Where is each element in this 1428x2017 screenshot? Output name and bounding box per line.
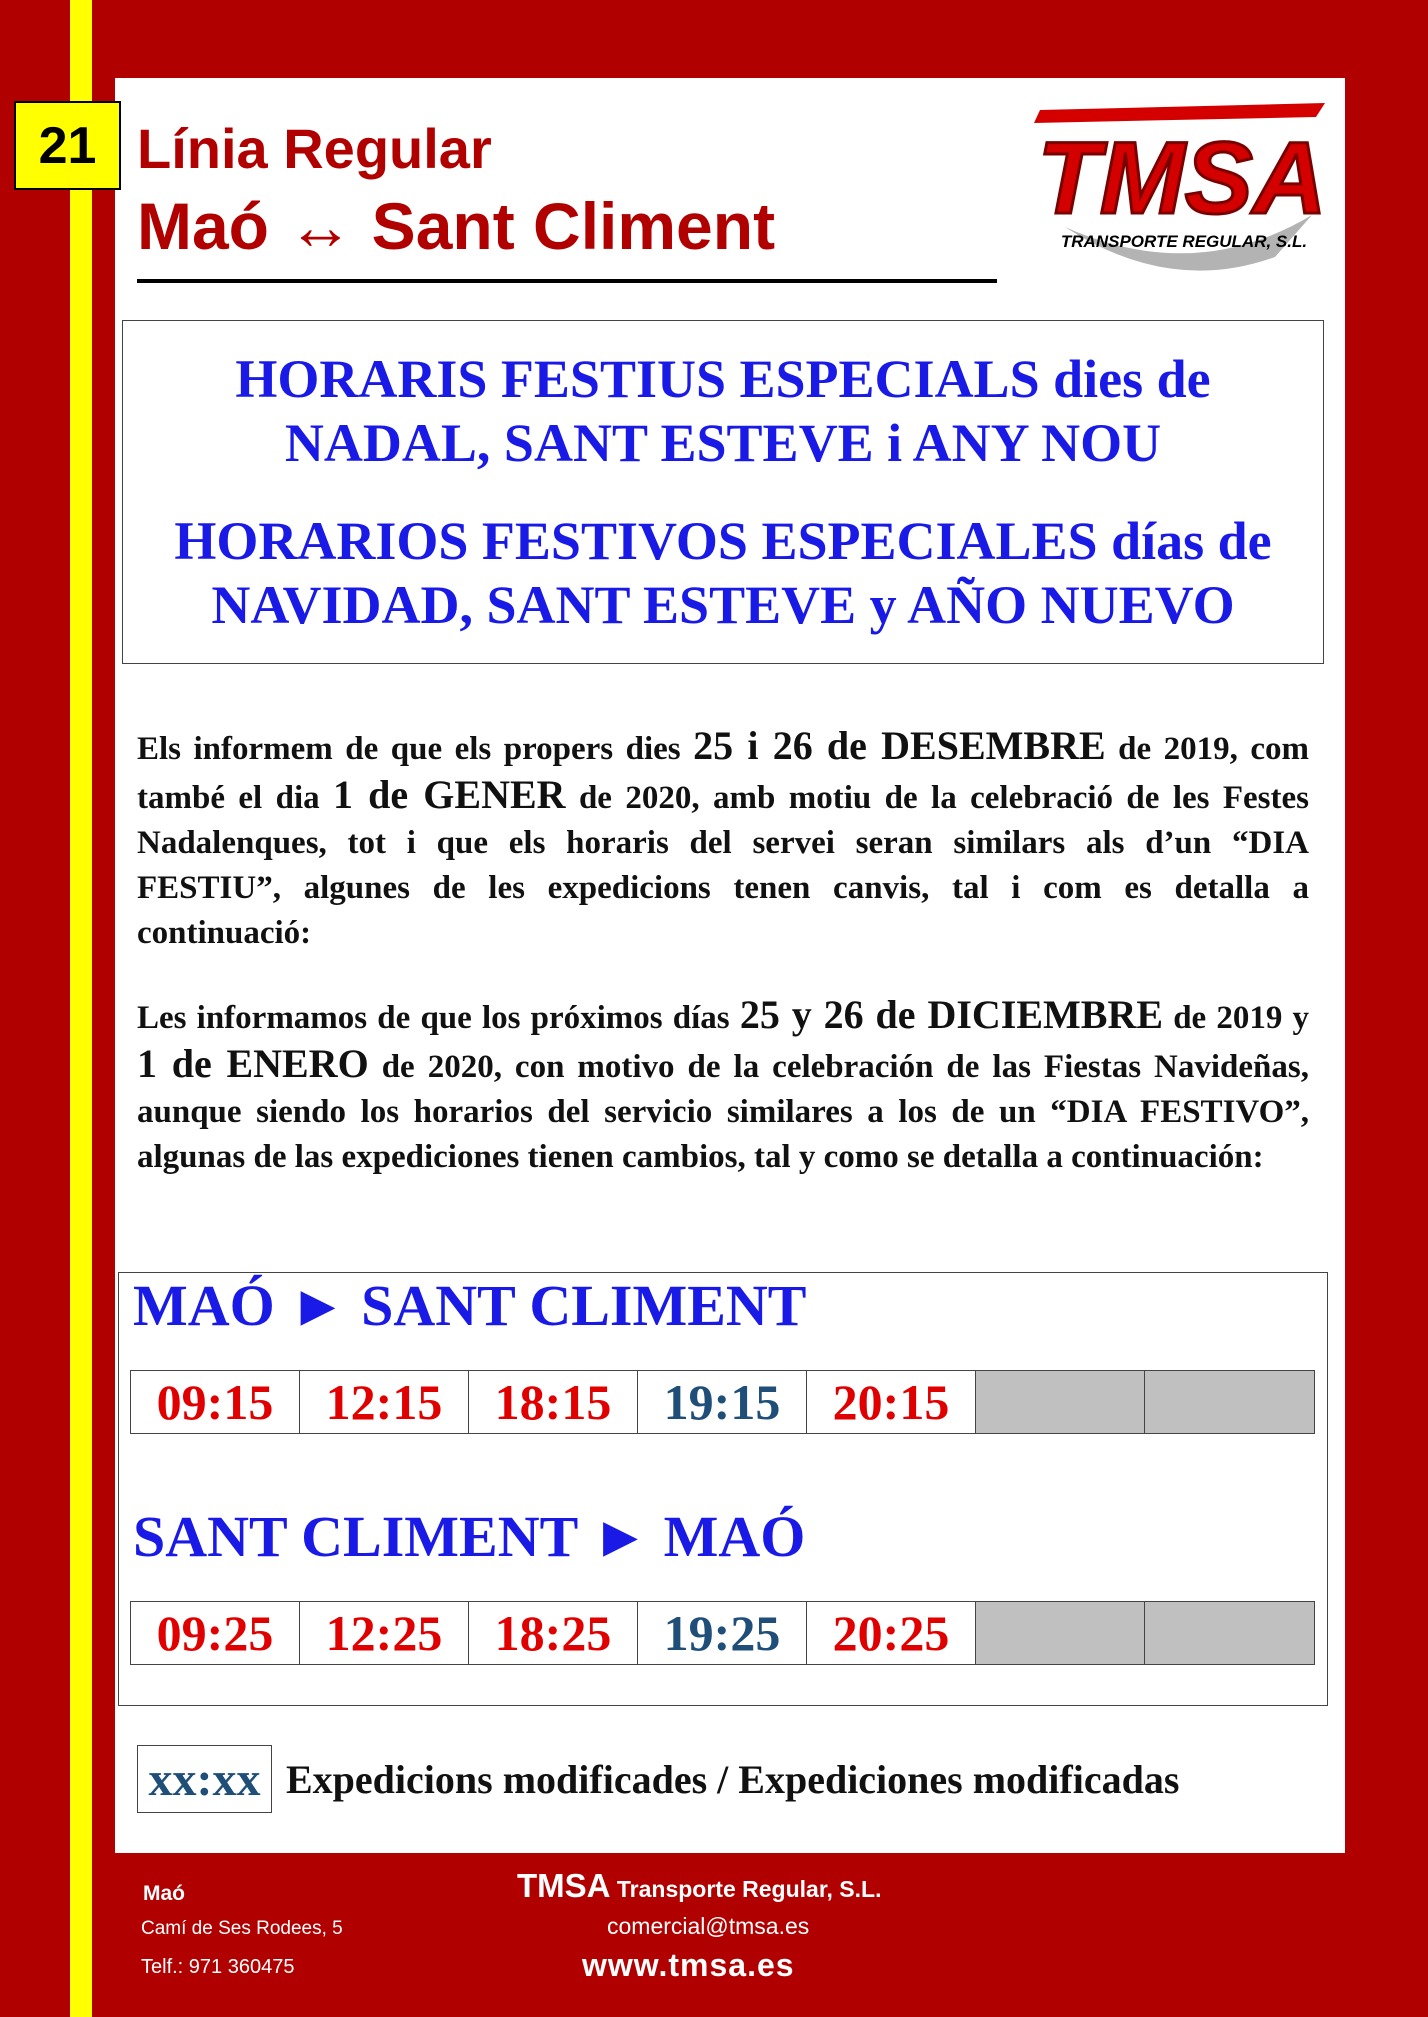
departure-time-modified: 19:15 [638,1371,807,1433]
route-title-sant-climent-mao: SANT CLIMENT ► MAÓ [133,1504,806,1569]
notice-catalan-line1: HORARIS FESTIUS ESPECIALS dies de [235,349,1211,409]
paragraph-text: de 2019, com també el dia [137,731,1309,816]
holiday-notice-box [122,320,1324,664]
timetable-mao-sant-climent [130,1370,1315,1434]
footer-company [517,1867,881,1905]
logo-subtext: TRANSPORTE REGULAR, S.L. [1060,232,1308,251]
empty-time-cell [1145,1371,1314,1433]
timetable-sant-climent-mao [130,1601,1315,1665]
footer-email-link[interactable]: comercial@tmsa.es [607,1913,810,1939]
paragraph-text: de 2020, amb motiu de la celebració de les Festes Nadalenques, tot i que els horaris del servei seran similars als d’un “DIA FESTIU”, algunes de les expedicions tenen canvis, tal i com es detalla a continuació: [137,780,1310,951]
departure-time: 18:15 [469,1371,638,1433]
notice-spanish-line2: NAVIDAD, SANT ESTEVE y AÑO NUEVO [211,575,1235,635]
logo-top-bar [1034,103,1325,123]
departure-time: 12:15 [300,1371,469,1433]
paragraph-spanish [137,992,1309,1180]
footer-phone: Telf.: 971 360475 [141,1956,295,1978]
legend-text: Expedicions modificades / Expediciones modificadas [286,1756,1180,1802]
paragraph-text: Les informamos de que los próximos días [137,1000,740,1036]
footer-website-link[interactable]: www.tmsa.es [582,1947,795,1983]
departure-time: 20:15 [807,1371,976,1433]
departure-time: 09:15 [131,1371,300,1433]
route-title-mao-sant-climent: MAÓ ► SANT CLIMENT [133,1273,807,1338]
paragraph-text: de 2019 y [1163,1000,1309,1036]
route-name: Maó ↔ Sant Climent [137,189,776,263]
legend-sample: xx:xx [137,1745,272,1813]
departure-time-modified: 19:25 [638,1602,807,1664]
departure-time: 09:25 [131,1602,300,1664]
paragraph-dates: 1 de ENERO [137,1041,369,1086]
logo-wordmark: TMSA [1037,121,1327,235]
header-title [137,118,775,266]
notice-spanish-line1: HORARIOS FESTIVOS ESPECIALES días de [174,511,1272,571]
footer-company-name: Transporte Regular, S.L. [610,1876,882,1902]
empty-time-cell [976,1371,1145,1433]
line-number-badge: 21 [14,101,121,190]
legend [137,1745,1179,1813]
tmsa-logo [1020,95,1330,285]
departure-time: 12:25 [300,1602,469,1664]
paragraph-catalan [137,723,1309,956]
notice-catalan [123,347,1323,475]
paragraph-text: Els informem de que els propers dies [137,731,694,767]
line-type-label: Línia Regular [137,117,492,180]
notice-catalan-line2: NADAL, SANT ESTEVE i ANY NOU [284,413,1162,473]
notice-spanish [123,509,1323,637]
footer-company-brand: TMSA [517,1867,611,1904]
yellow-stripe [70,0,92,2017]
paragraph-dates: 25 i 26 de DESEMBRE [693,723,1106,768]
paragraph-dates: 25 y 26 de DICIEMBRE [739,992,1164,1037]
footer-address: Camí de Ses Rodees, 5 [141,1918,343,1939]
paragraph-text: de 2020, con motivo de la celebración de las Fiestas Navideñas, aunque siendo los horarios del servicio similares a los de un “DIA FESTIVO”, algunas de las expediciones tienen cambios, tal y como se detalla a continuación: [137,1049,1309,1175]
header-divider [137,279,997,283]
paragraph-dates: 1 de GENER [333,772,566,817]
departure-time: 20:25 [807,1602,976,1664]
departure-time: 18:25 [469,1602,638,1664]
footer-city: Maó [143,1882,185,1905]
empty-time-cell [976,1602,1145,1664]
empty-time-cell [1145,1602,1314,1664]
